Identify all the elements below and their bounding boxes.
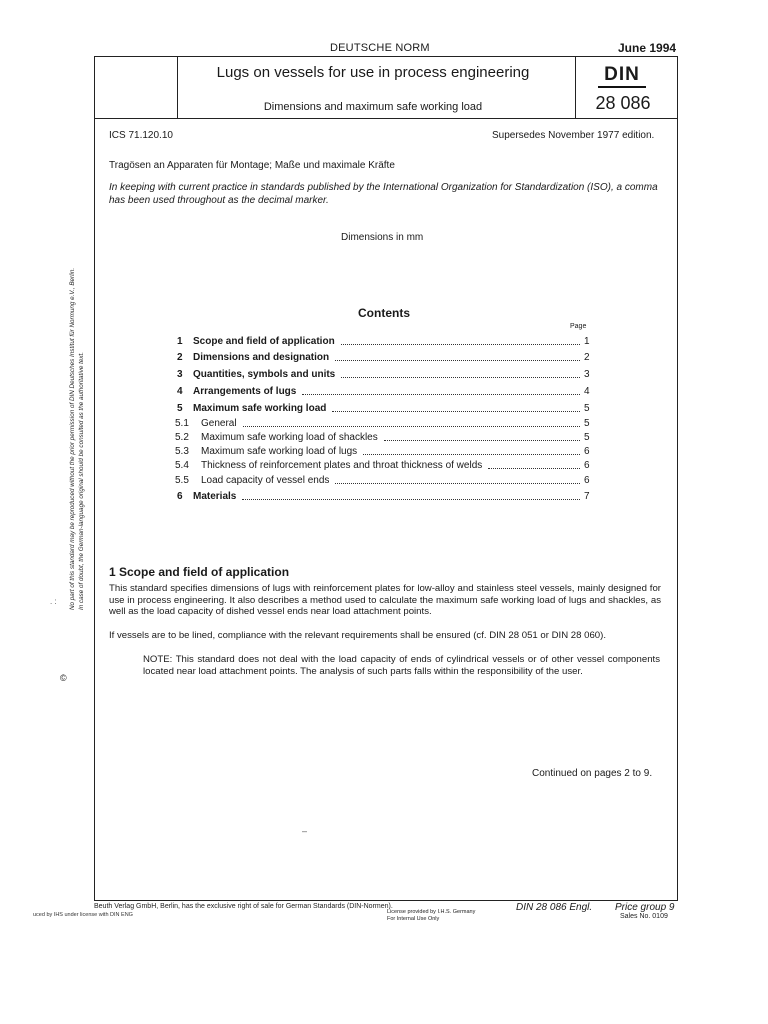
toc-number: 5.3: [175, 446, 189, 457]
toc-entry: Dimensions and designation: [193, 352, 330, 363]
stray-dots: . :: [50, 597, 57, 606]
header-bottom-rule: [94, 118, 678, 119]
toc-page-number: 2: [584, 352, 590, 363]
toc-page-number: 7: [584, 491, 590, 502]
toc-page-number: 4: [584, 386, 590, 397]
toc-number: 5.1: [175, 418, 189, 429]
footer-price-group: Price group 9: [615, 902, 675, 913]
toc-number: 5: [177, 403, 183, 414]
toc-leader: [335, 350, 580, 361]
footer-doc-ref: DIN 28 086 Engl.: [516, 902, 593, 913]
toc-number: 2: [177, 352, 183, 363]
toc-leader: [302, 384, 580, 395]
document-title: Lugs on vessels for use in process engineering: [216, 64, 530, 81]
toc-entry: Maximum safe working load of lugs: [201, 446, 358, 457]
toc-page-number: 5: [584, 432, 590, 443]
copyright-icon: ©: [60, 673, 67, 683]
toc-leader: [384, 430, 580, 441]
toc-entry: Load capacity of vessel ends: [201, 475, 330, 486]
continued-note: Continued on pages 2 to 9.: [532, 768, 653, 779]
toc-row: [0, 369, 768, 385]
section-1-paragraph-1: This standard specifies dimensions of lugs with reinforcement plates for low-alloy and stainless steel vessels, mainly designed for use in process engineering. It also describes a method used to calculate the maximum safe working load of lugs and shackles, as well as the load capacity of dished vessel ends near load attachment points.: [109, 583, 661, 617]
section-1-note: NOTE: This standard does not deal with the load capacity of ends of cylindrical vessels or of other vessel components located near load attachment points. The analysis of such parts falls within the responsibility of the user.: [143, 654, 660, 677]
toc-entry: Thickness of reinforcement plates and throat thickness of welds: [201, 460, 483, 471]
toc-entry: Quantities, symbols and units: [193, 369, 336, 380]
footer-publisher: Beuth Verlag GmbH, Berlin, has the exclusive right of sale for German Standards (DIN-Normen).: [94, 903, 393, 910]
toc-page-number: 5: [584, 418, 590, 429]
footer-sales-no: Sales No. 0109: [620, 913, 668, 920]
toc-page-number: 3: [584, 369, 590, 380]
contents-heading: Contents: [358, 306, 410, 320]
copyright-margin-text: [68, 250, 98, 610]
toc-entry: Scope and field of application: [193, 336, 335, 347]
norm-label: DEUTSCHE NORM: [330, 42, 430, 54]
german-title: Tragösen an Apparaten für Montage; Maße und maximale Kräfte: [109, 160, 395, 171]
toc-page-number: 6: [584, 446, 590, 457]
toc-entry: Arrangements of lugs: [193, 386, 297, 397]
toc-leader: [332, 401, 580, 412]
toc-leader: [242, 489, 580, 500]
toc-row: [0, 491, 768, 507]
footer-license-left: uced by IHS under license with DIN ENG: [33, 912, 133, 918]
toc-page-number: 5: [584, 403, 590, 414]
toc-leader: [363, 444, 580, 455]
toc-page-number: 6: [584, 475, 590, 486]
header-right-divider: [575, 56, 576, 118]
toc-entry: Materials: [193, 491, 237, 502]
iso-note: In keeping with current practice in standards published by the International Organization for Standardization (ISO), a comma has been used throughout as the decimal marker.: [109, 182, 658, 206]
dimensions-note: Dimensions in mm: [341, 232, 424, 243]
standard-number: 28 086: [595, 93, 651, 113]
copyright-line-1: No part of this standard may be reproduced without the prior permission of DIN Deutsches Institut für Normung e.V., Berlin.: [69, 267, 76, 610]
toc-number: 6: [177, 491, 183, 502]
toc-number: 5.4: [175, 460, 189, 471]
toc-number: 5.2: [175, 432, 189, 443]
toc-page-number: 1: [584, 336, 590, 347]
stray-mark: –: [302, 826, 308, 836]
section-1-paragraph-2: If vessels are to be lined, compliance with the relevant requirements shall be ensured (cf. DIN 28 051 or DIN 28 060).: [109, 630, 606, 641]
toc-entry: Maximum safe working load of shackles: [201, 432, 378, 443]
toc-leader: [341, 334, 580, 345]
toc-entry: General: [201, 418, 237, 429]
publication-date: June 1994: [618, 41, 677, 55]
header-top-rule: [94, 56, 678, 57]
document-subtitle: Dimensions and maximum safe working load: [263, 101, 483, 113]
section-1-heading: 1 Scope and field of application: [109, 565, 290, 579]
toc-page-number: 6: [584, 460, 590, 471]
toc-leader: [488, 458, 580, 469]
toc-number: 1: [177, 336, 183, 347]
toc-row: [0, 352, 768, 368]
copyright-line-2: In case of doubt, the German-language original should be consulted as the authoritative text.: [78, 352, 85, 610]
contents-page-label: Page: [570, 323, 587, 330]
toc-leader: [341, 367, 580, 378]
supersedes-note: Supersedes November 1977 edition.: [492, 130, 655, 141]
ics-code: ICS 71.120.10: [109, 130, 173, 141]
toc-leader: [335, 473, 580, 484]
footer-license-mid: License provided by I.H.S. Germany For Internal Use Only: [387, 909, 476, 922]
toc-entry: Maximum safe working load: [193, 403, 327, 414]
toc-leader: [243, 416, 580, 427]
din-logo: DIN: [598, 64, 646, 88]
toc-row: [0, 386, 768, 402]
toc-number: 3: [177, 369, 183, 380]
toc-number: 5.5: [175, 475, 189, 486]
toc-number: 4: [177, 386, 183, 397]
